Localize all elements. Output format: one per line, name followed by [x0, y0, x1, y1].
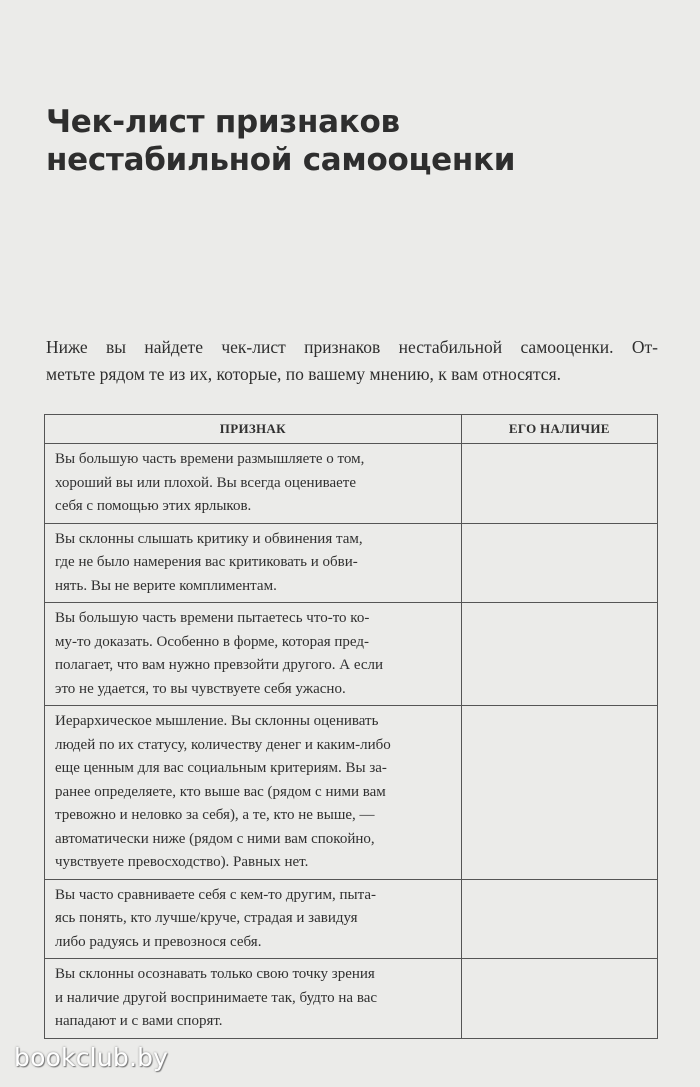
presence-cell[interactable] [461, 603, 657, 706]
table-row [45, 523, 658, 603]
intro-line-1: Ниже вы найдете чек-лист признаков нестабильной самооценки. От- [46, 337, 658, 357]
sign-text-line: Иерархическое мышление. Вы склонны оценивать [55, 713, 379, 729]
sign-text-line: полагает, что вам нужно превзойти другого. А если [55, 657, 384, 673]
table-header-row [45, 415, 658, 444]
sign-cell [45, 523, 462, 603]
sign-text-line: еще ценным для вас социальным критериям. Вы за- [55, 760, 387, 776]
sign-text-line: себя с помощью этих ярлыков. [55, 498, 252, 514]
sign-cell [45, 879, 462, 959]
sign-text-line: ясь понять, кто лучше/круче, страдая и завидуя [55, 910, 358, 926]
watermark-logo: bookclub.by [14, 1043, 169, 1072]
sign-text-line: му-то доказать. Особенно в форме, которая пред- [55, 633, 370, 650]
sign-text-line: это не удается, то вы чувствуете себя ужасно. [55, 680, 346, 697]
intro-paragraph [46, 334, 658, 388]
table-row [45, 603, 658, 706]
table-row [45, 959, 658, 1039]
sign-text-line: нять. Вы не верите комплиментам. [55, 577, 277, 594]
intro-line-2: метьте рядом те из их, которые, по вашему мнению, к вам относятся. [46, 364, 562, 384]
checklist-table [44, 414, 658, 1039]
sign-text-line: Вы большую часть времени размышляете о том, [55, 451, 365, 467]
sign-text-line: Вы склонны осознавать только свою точку зрения [55, 966, 375, 982]
sign-text-line: Вы часто сравниваете себя с кем-то другим, пыта- [55, 886, 376, 903]
column-header-sign: ПРИЗНАК [45, 415, 462, 444]
sign-text-line: нападают и с вами спорят. [55, 1013, 223, 1029]
page-title [46, 103, 646, 179]
sign-text-line: хороший вы или плохой. Вы всегда оцениваете [55, 474, 357, 491]
sign-text-line: ранее определяете, кто выше вас (рядом с ними вам [55, 783, 386, 800]
page-title-line-2: нестабильной самооценки [46, 142, 516, 178]
sign-text-line: тревожно и неловко за себя), а те, кто не выше, — [55, 807, 375, 823]
sign-cell [45, 603, 462, 706]
sign-cell [45, 959, 462, 1039]
sign-text-line: и наличие другой воспринимаете так, будто на вас [55, 989, 378, 1006]
sign-cell [45, 706, 462, 880]
table-row [45, 879, 658, 959]
sign-text-line: Вы большую часть времени пытаетесь что-то ко- [55, 610, 370, 626]
presence-cell[interactable] [461, 879, 657, 959]
column-header-presence: ЕГО НАЛИЧИЕ [461, 415, 657, 444]
sign-text-line: Вы склонны слышать критику и обвинения там, [55, 530, 363, 547]
sign-cell [45, 444, 462, 524]
sign-text-line: чувствуете превосходство). Равных нет. [55, 854, 309, 870]
table-row [45, 706, 658, 880]
page-title-line-1: Чек-лист признаков [46, 104, 400, 140]
sign-text-line: автоматически ниже (рядом с ними вам спокойно, [55, 830, 375, 847]
table-row [45, 444, 658, 524]
presence-cell[interactable] [461, 444, 657, 524]
presence-cell[interactable] [461, 959, 657, 1039]
presence-cell[interactable] [461, 706, 657, 880]
sign-text-line: людей по их статусу, количеству денег и каким-либо [55, 736, 391, 753]
presence-cell[interactable] [461, 523, 657, 603]
sign-text-line: либо радуясь и превознося себя. [55, 933, 262, 950]
sign-text-line: где не было намерения вас критиковать и обви- [55, 554, 358, 570]
